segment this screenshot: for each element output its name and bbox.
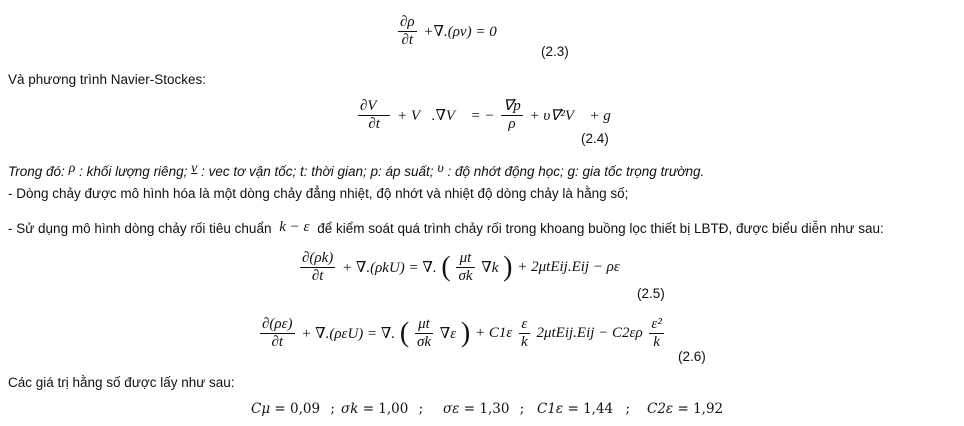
eq25-lhs-fraction (300, 250, 335, 285)
k-epsilon-model: k − ε (279, 219, 310, 235)
eq26-c1: + C1ε (475, 325, 513, 341)
constant-symbol: C1ε (537, 401, 564, 417)
eq25-left-paren: ( (441, 251, 451, 283)
constant-value: = 1,30 (463, 401, 510, 417)
constant-symbol: Cμ (251, 401, 271, 417)
eq24-lhs-denominator: ∂t (368, 116, 380, 132)
eq26-right-paren: ) (460, 317, 471, 349)
constant-sigma-k (341, 401, 423, 417)
eq24-lhs-numerator: ∂V⃗ (360, 98, 389, 114)
eq26-inner-fraction (415, 316, 433, 351)
constant-value: = 1,92 (677, 401, 724, 417)
constant-symbol: σk (341, 401, 359, 417)
v-symbol: v (191, 161, 198, 176)
eq26-inner-numerator: μt (415, 316, 433, 334)
eq24-rhs-numerator: ∇⃗p (503, 98, 521, 114)
eq25-inner-tail: ∇k (481, 260, 499, 276)
eq26-inner-tail: ∇ε (439, 326, 457, 342)
constants-intro: Các giá trị hằng số được lấy như sau: (8, 375, 235, 390)
intro-navier-stokes: Và phương trình Navier-Stockes: (8, 72, 206, 87)
where-prefix: Trong đó: (8, 164, 65, 179)
equation-2-6 (258, 316, 666, 351)
eq26-left-paren: ( (399, 317, 410, 349)
constant-separator: ; (330, 401, 335, 417)
eq26-eps2-numerator: ε² (651, 316, 662, 332)
eq25-tail: + 2μtEij.Eij − ρε (517, 259, 620, 275)
variables-definition (8, 161, 704, 179)
rho-definition: : khối lượng riêng; (79, 164, 188, 179)
eq23-denominator: ∂t (401, 32, 414, 48)
constant-value: = 1,00 (362, 401, 409, 417)
eq24-lhs-fraction (358, 98, 390, 133)
rho-symbol: ρ (68, 161, 76, 176)
equation-2-5 (298, 250, 621, 285)
eq24-label: (2.4) (581, 131, 609, 146)
constant-symbol: C2ε (647, 401, 674, 417)
bullet-isothermal-flow: - Dòng chảy được mô hình hóa là một dòng chảy đẳng nhiệt, độ nhớt và nhiệt độ dòng chảy là hằng số; (8, 186, 629, 201)
eq23-fraction (398, 14, 417, 49)
eq24-rhs-fraction (501, 98, 523, 133)
bullet-turbulence-model (8, 219, 884, 236)
constant-separator: ; (519, 401, 525, 417)
eq25-mid: + ∇.(ρkU) = ∇. (342, 260, 437, 276)
eq23-label: (2.3) (541, 44, 569, 59)
eq25-inner-fraction (456, 250, 474, 285)
eq26-k-denominator: k (521, 334, 528, 350)
constant-symbol: σε (443, 401, 460, 417)
equation-2-4 (356, 98, 623, 133)
constant-value: = 1,44 (567, 401, 614, 417)
eq25-inner-denominator: σk (458, 268, 473, 284)
constant-c1-epsilon (537, 401, 630, 417)
eq24-tail: + υ∇⃗²V⃗ + g⃗ (529, 108, 623, 124)
eq24-mid: + V⃗.∇V⃗ = − (397, 108, 495, 124)
constant-value: = 0,09 (274, 401, 321, 417)
constants-list (0, 401, 964, 421)
eq23-rest: +∇.(ρv) = 0 (423, 24, 497, 40)
bullet2-before: - Sử dụng mô hình dòng chảy rối tiêu chuẩn (8, 221, 272, 236)
nu-symbol: υ (437, 161, 444, 176)
eq25-lhs-denominator: ∂t (311, 268, 324, 284)
eq26-inner-denominator: σk (416, 334, 432, 350)
eq25-lhs-numerator: ∂(ρk) (302, 250, 334, 266)
constant-c-mu (251, 401, 335, 417)
eq26-eps-k-fraction (519, 316, 530, 351)
eq26-middle: 2μtEij.Eij − C2ερ (536, 325, 643, 341)
constant-c2-epsilon (647, 401, 723, 417)
constant-sigma-epsilon (443, 401, 524, 417)
eq26-lhs-fraction (260, 316, 295, 351)
eq25-inner-numerator: μt (456, 250, 474, 268)
eq26-mid: + ∇.(ρεU) = ∇. (301, 326, 396, 342)
constant-separator: ; (625, 401, 630, 417)
nu-definition: : độ nhớt động học; g: gia tốc trọng trường. (447, 164, 705, 179)
bullet2-after: để kiểm soát quá trình chảy rối trong khoang buồng lọc thiết bị LBTĐ, được biểu diễn như sau: (317, 221, 884, 236)
v-definition: : vec tơ vận tốc; t: thời gian; p: áp suất; (201, 164, 434, 179)
eq26-lhs-numerator: ∂(ρε) (262, 316, 293, 332)
eq26-label: (2.6) (678, 349, 706, 364)
eq26-eps-numerator: ε (519, 316, 530, 334)
eq26-k2-denominator: k (653, 334, 660, 350)
equation-2-3 (396, 14, 498, 49)
eq24-rhs-denominator: ρ (508, 116, 516, 132)
eq25-label: (2.5) (637, 286, 665, 301)
constant-separator: ; (418, 401, 424, 417)
eq26-eps2-k-fraction (649, 316, 663, 351)
eq25-right-paren: ) (503, 251, 513, 283)
eq26-lhs-denominator: ∂t (271, 334, 284, 350)
eq23-numerator: ∂ρ (400, 14, 415, 30)
